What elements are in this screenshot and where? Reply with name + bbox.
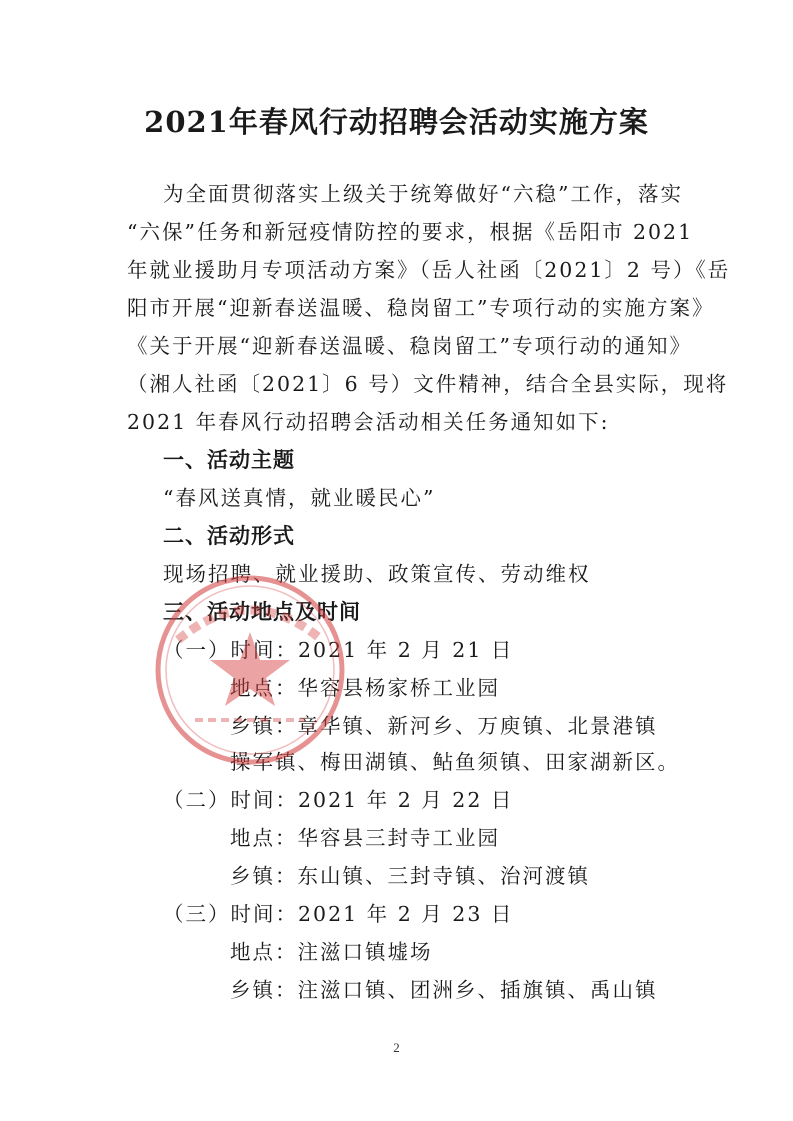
section-2-heading: 二、活动形式: [163, 524, 295, 548]
intro-line-6: （湘人社函〔2021〕6 号）文件精神，结合全县实际，现将: [127, 372, 729, 396]
section-1-heading: 一、活动主题: [163, 448, 295, 472]
schedule-1-towns-cont: 操军镇、梅田湖镇、鲇鱼须镇、田家湖新区。: [230, 750, 680, 774]
intro-line-2: “六保”任务和新冠疫情防控的要求，根据《岳阳市 2021: [127, 220, 694, 244]
intro-line-7: 2021 年春风行动招聘会活动相关任务通知如下:: [127, 410, 610, 434]
section-3-heading: 三、活动地点及时间: [163, 600, 361, 624]
document-title: 2021年春风行动招聘会活动实施方案: [144, 105, 649, 139]
schedule-3-time: （三）时间：2021 年 2 月 23 日: [163, 902, 514, 926]
schedule-3-place: 地点：注滋口镇墟场: [230, 940, 433, 964]
schedule-2-place: 地点：华容县三封寺工业园: [230, 826, 500, 850]
schedule-1-time: （一）时间：2021 年 2 月 21 日: [163, 638, 514, 662]
section-2-text: 现场招聘、就业援助、政策宣传、劳动维权: [163, 562, 591, 586]
schedule-1-towns: 乡镇：章华镇、新河乡、万庾镇、北景港镇: [230, 714, 658, 738]
schedule-2-towns: 乡镇：东山镇、三封寺镇、治河渡镇: [230, 864, 590, 888]
section-1-text: “春风送真情，就业暖民心”: [163, 486, 436, 510]
intro-line-3: 年就业援助月专项活动方案》（岳人社函〔2021〕2 号）《岳: [127, 258, 731, 282]
page-number: 2: [393, 1040, 400, 1055]
schedule-3-towns: 乡镇：注滋口镇、团洲乡、插旗镇、禹山镇: [230, 978, 658, 1002]
schedule-1-place: 地点：华容县杨家桥工业园: [230, 676, 500, 700]
intro-line-1: 为全面贯彻落实上级关于统筹做好“六稳”工作，落实: [163, 182, 683, 206]
intro-line-4: 阳市开展“迎新春送温暖、稳岗留工”专项行动的实施方案》: [127, 296, 715, 320]
schedule-2-time: （二）时间：2021 年 2 月 22 日: [163, 788, 514, 812]
intro-line-5: 《关于开展“迎新春送温暖、稳岗留工”专项行动的通知》: [127, 334, 692, 358]
